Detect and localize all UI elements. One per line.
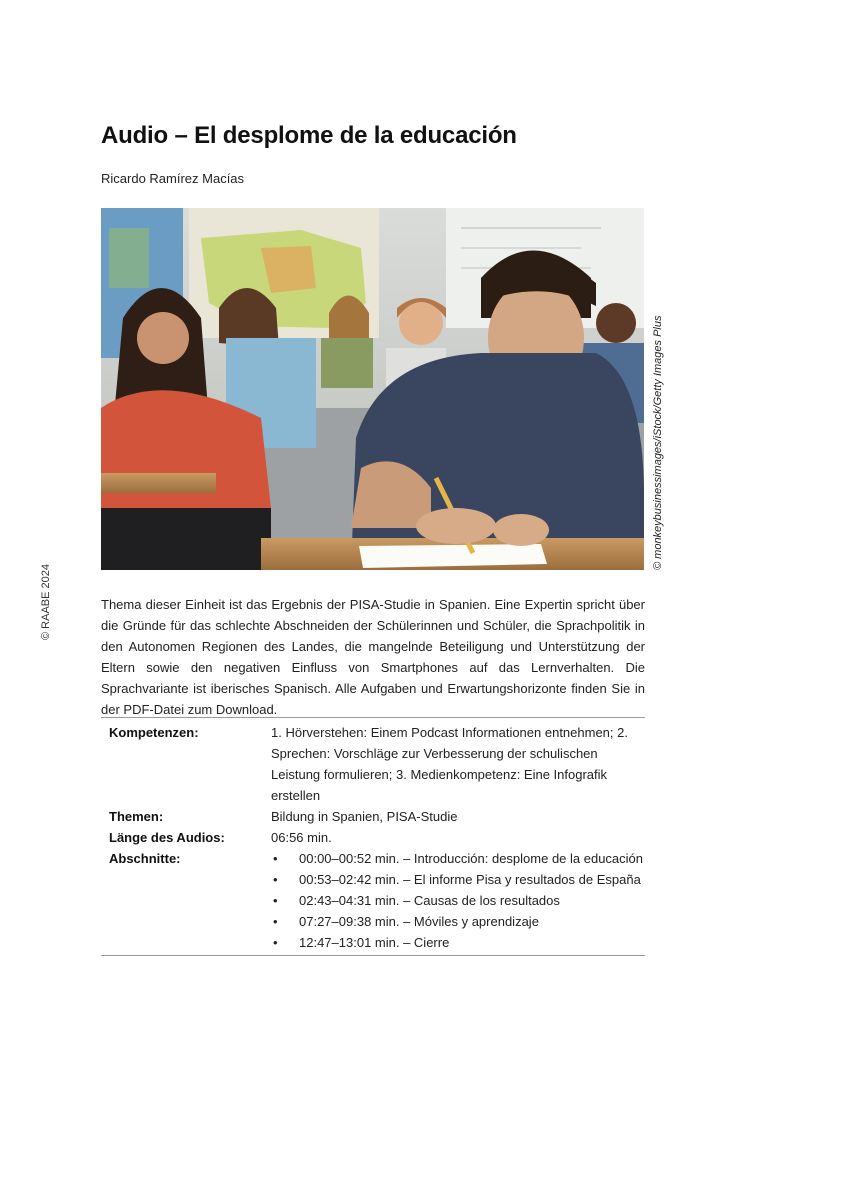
info-table — [101, 717, 645, 956]
bullet-icon: • — [273, 893, 278, 908]
section-text: 00:00–00:52 min. – Introducción: desplome de la educación — [299, 851, 644, 866]
audio-length-row — [101, 827, 645, 848]
section-text: 07:27–09:38 min. – Móviles y aprendizaje — [299, 914, 539, 929]
classroom-photo — [101, 208, 644, 570]
photo-credit: © monkeybusinessimages/iStock/Getty Images Plus — [652, 315, 664, 570]
list-item — [271, 911, 645, 932]
bullet-icon: • — [273, 935, 278, 950]
competences-label: Kompetenzen: — [109, 725, 199, 740]
audio-length-value: 06:56 min. — [271, 830, 332, 845]
section-text: 00:53–02:42 min. – El informe Pisa y resultados de España — [299, 872, 641, 887]
list-item — [271, 890, 645, 911]
audio-length-label: Länge des Audios: — [109, 830, 225, 845]
list-item — [271, 869, 645, 890]
sections-list — [271, 848, 645, 953]
author-name: Ricardo Ramírez Macías — [101, 171, 245, 186]
sections-label: Abschnitte: — [109, 851, 181, 866]
intro-paragraph: Thema dieser Einheit ist das Ergebnis der PISA-Studie in Spanien. Eine Expertin spricht über die Gründe für das schlechte Abschneiden der Schülerinnen und Schüler, die Sprachpolitik in den Autonomen Regionen des Landes, die mangelnde Beteiligung und Unterstützung der Eltern sowie den negativen Einfluss von Smartphones auf das Lernverhalten. Die Sprachvariante ist iberisches Spanisch. Alle Aufgaben und Erwartungshorizonte finden Sie in der PDF-Datei zum Download. — [101, 597, 645, 717]
topics-row — [101, 806, 645, 827]
competences-value: 1. Hörverstehen: Einem Podcast Informationen entnehmen; 2. Sprechen: Vorschläge zur Verbesserung der schulischen Leistung formulieren; 3. Medienkompetenz: Eine Infografik erstellen — [271, 725, 628, 803]
list-item — [271, 932, 645, 953]
section-text: 02:43–04:31 min. – Causas de los resultados — [299, 893, 560, 908]
list-item — [271, 848, 645, 869]
competences-row — [101, 722, 645, 806]
publisher-copyright: © RAABE 2024 — [40, 564, 52, 640]
topics-label: Themen: — [109, 809, 164, 824]
topics-value: Bildung in Spanien, PISA-Studie — [271, 809, 458, 824]
document-title: Audio – El desplome de la educación — [101, 122, 517, 149]
section-text: 12:47–13:01 min. – Cierre — [299, 935, 450, 950]
bullet-icon: • — [273, 851, 278, 866]
sections-row — [101, 848, 645, 953]
bullet-icon: • — [273, 914, 278, 929]
bullet-icon: • — [273, 872, 278, 887]
